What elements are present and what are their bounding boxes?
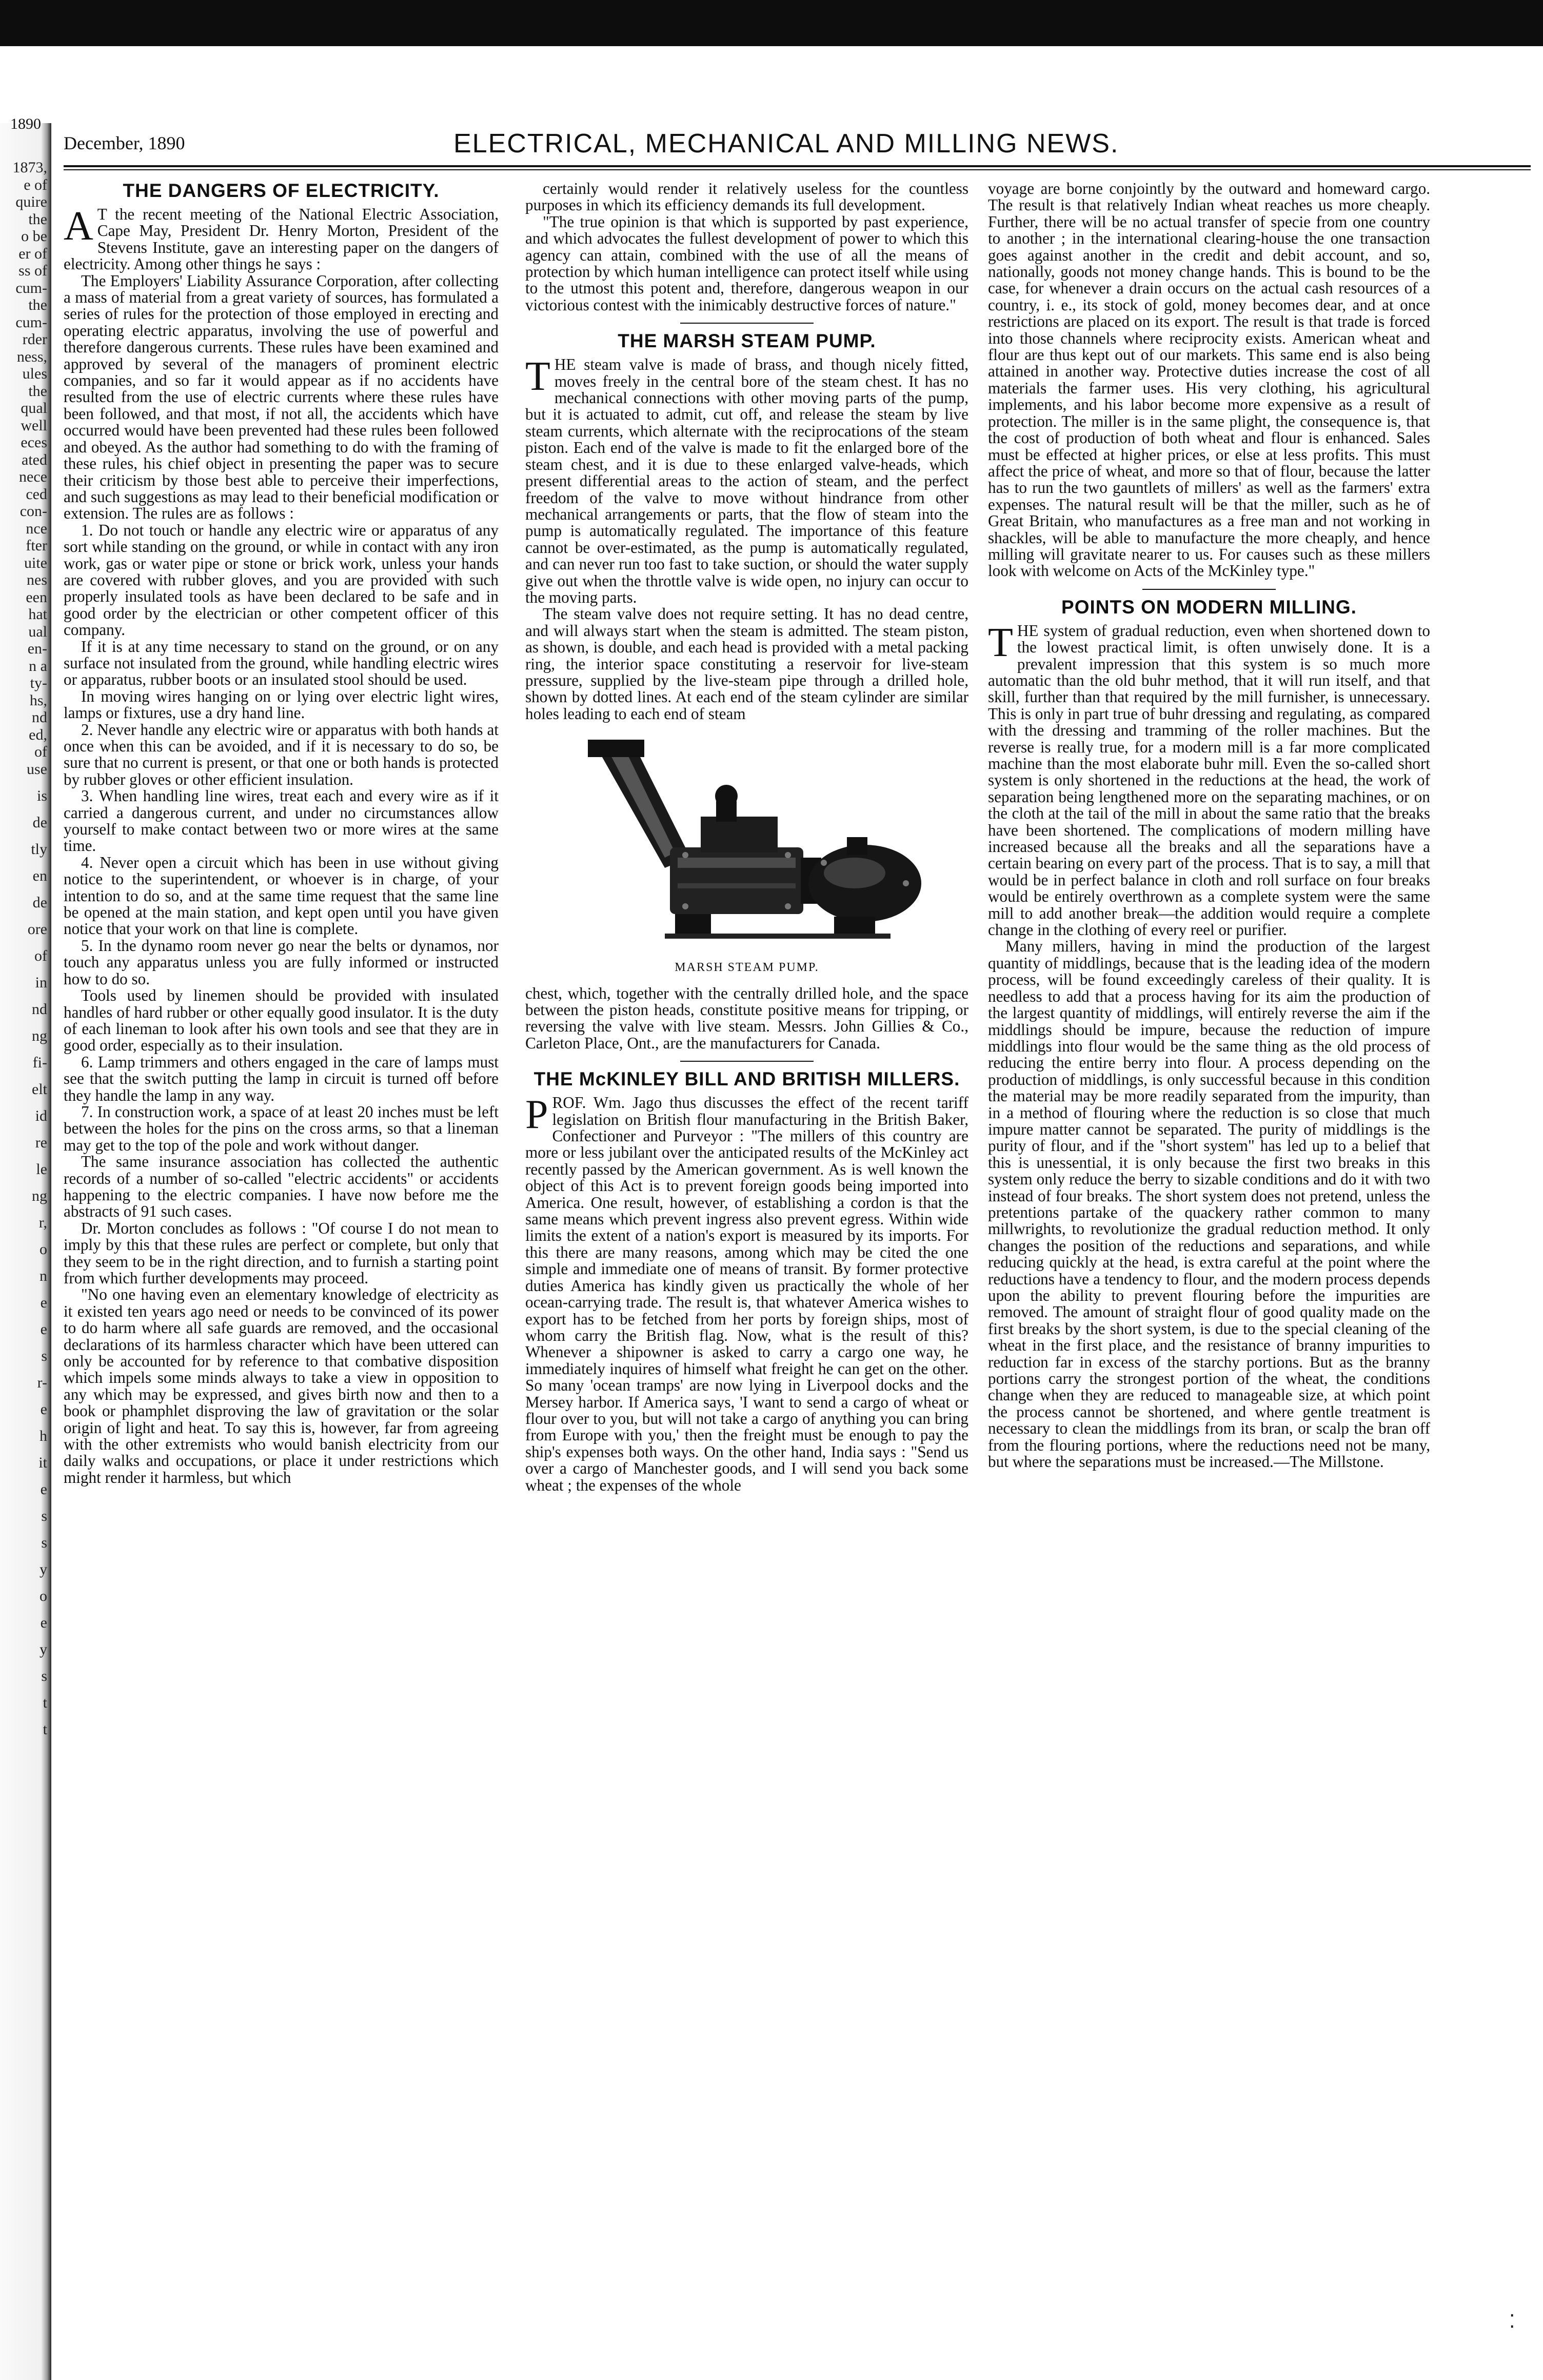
edge-fragment: nece [19, 468, 47, 485]
edge-fragment: ules [22, 365, 47, 382]
edge-fragment: h [39, 1427, 47, 1444]
edge-fragment: con- [19, 503, 47, 520]
article-paragraph: 6. Lamp trimmers and others engaged in the care of lamps must see that the switch putting the lamp in circuit is turned off before they handle the lamp in any way. [64, 1053, 499, 1104]
article-intro: THE system of gradual reduction, even when shortened down to the lowest practical limit, is often unwisely done. It is a prevalent impression that this system is so much more automatic than the old buhr method, that it will run itself, and that skill, further than that required by the mill furnisher, is unnecessary. This is only in part true of buhr dressing and regulating, as compared with the dressing and tramming of the roller machines. But the reverse is really true, for a modern mill is a far more complicated machine than the most elaborate buhr mill. Even the so-called short system is only shortened in the reductions at the head, the work of separation being lengthened more on the separating machines, or on the cloth at the tail of the mill in about the same ratio that the breaks have been shortened. The complications of modern milling have increased because all the breaks and all the separations have a certain bearing on every part of the process. That is to say, a mill that would be in perfect balance in cloth and roll surface on four breaks would be entirely overthrown as a complete system were the same mill to add another break—the addition would require a complete change in the clothing of every reel or purifier. [988, 620, 1430, 939]
edge-fragment: y [39, 1560, 47, 1578]
edge-fragment: e of [24, 176, 47, 193]
edge-fragment: nd [32, 1000, 47, 1018]
edge-fragment: fter [26, 537, 47, 554]
drop-cap: A [64, 204, 93, 249]
article-paragraph: 2. Never handle any electric wire or apparatus with both hands at once when this can be avoided, and if it is necessary to do so, be sure that no current is present, or that one or both hands is protected by rubber gloves or other efficient insulation. [64, 720, 499, 788]
edge-fragment: it [38, 1454, 47, 1471]
steam-pump-engraving [567, 729, 926, 955]
scan-artifact-dots: ⁚ [1509, 2311, 1515, 2332]
edge-fragment: of [34, 947, 47, 964]
article-intro: THE steam valve is made of brass, and though nicely fitted, moves freely in the central bore of the steam chest. It has no mechanical connections with other moving parts of the pump, but it is actuated to admit, cut off, and release the steam by live steam currents, which alternate with the reciprocations of the steam piston. Each end of the valve is made to fit the enlarged bore of the steam chest, and it is due to these enlarged valve-heads, which present differential areas to the action of steam, and the perfect freedom of the valve to move without hindrance from other mechanical arrangements or parts, that the flow of steam into the pump is automatically regulated. The importance of this feature cannot be over-estimated, as the pump is automatically regulated, and can never run too fast to take suction, or should the water supply give out when the throttle valve is wide open, no injury can occur to the moving parts. [525, 354, 968, 606]
edge-fragment: elt [32, 1080, 47, 1098]
edge-fragment: ed, [29, 726, 47, 743]
edge-fragment: en [32, 867, 47, 884]
article-paragraph: 4. Never open a circuit which has been in use without giving notice to the superintendent, or whoever is in charge, of your intention to do so, and at the same time request that the same line be opened at the main station, and kept open until you have given notice that your work on that line is complete. [64, 853, 499, 938]
edge-fragment: y [39, 1640, 47, 1658]
adjacent-page-year: 1890 [10, 115, 41, 132]
edge-fragment: e [40, 1480, 47, 1498]
article-paragraph: "No one having even an elementary knowledge of electricity as it existed ten years ago need or needs to be convinced of its power to do harm where all safe guards are removed, and the occasional declarations of its harmless character which have been uttered can only be accounted for by reference to that combative disposition which impels some minds always to take a view in opposition to any which may be expressed, and gives birth now and then to a book or phamphlet disproving the law of gravitation or the solar origin of light and heat. To say this is, however, far from agreeing with the other extremists who would banish electricity from our daily walks and occupations, or place it under restrictions which might render it harmless, but which [64, 1285, 499, 1486]
edge-fragment: qual [21, 400, 47, 417]
edge-fragment: 1873, [12, 159, 47, 176]
edge-fragment: ated [22, 451, 47, 468]
article-paragraph: In moving wires hanging on or lying over electric light wires, lamps or fixtures, use a dry hand line. [64, 687, 499, 722]
article-continuation [525, 181, 968, 313]
drop-cap: P [525, 1092, 548, 1138]
edge-fragment: een [26, 588, 47, 606]
edge-fragment: well [21, 417, 47, 434]
edge-fragment: e [40, 1294, 47, 1311]
edge-fragment: s [41, 1507, 47, 1524]
edge-fragment: o [39, 1240, 47, 1258]
article-intro: PROF. Wm. Jago thus discusses the effect of the recent tariff legislation on British flour manufacturing in the British Baker, Confectioner and Purveyor : "The millers of this country are more or less jubilant over the anticipated results of the McKinley act recently passed by the American government. As is well known the object of this Act is to prevent foreign goods being imported into America. One result, however, of establishing a cordon is that the same means which prevent ingress also prevent egress. Within wide limits the extent of a nation's export is measured by its imports. For this there are many reasons, among which may be cited the one simple and immediate one of means of transit. By former protective duties America has kindly given us practically the whole of her ocean-carrying trade. The result is, that whatever America wishes to export has to be fetched from her ports by foreign ships, most of whom carry the British flag. Now, what is the result of this? Whenever a shipowner is asked to carry a cargo one way, he immediately inquires of himself what freight he can get on the other. So many 'ocean tramps' are now lying in Liverpool docks and the Mersey harbor. If America says, 'I want to send a cargo of wheat or flour over to you, but will not take a cargo of anything you can bring from Europe with you,' then the freight must be enough to pay the ship's expenses both ways. On the other hand, India says : "Send us over a cargo of Manchester goods, and I will send you back some wheat ; the expenses of the whole [525, 1092, 968, 1494]
article-paragraph: If it is at any time necessary to stand on the ground, or on any surface not insulated from the ground, while handling electric wires or apparatus, rubber boots or an insulated stool should be used. [64, 637, 499, 689]
article-paragraph: 3. When handling line wires, treat each and every wire as if it carried a dangerous current, and under no circumstances allow yourself to make contact between two or more wires at the same time. [64, 787, 499, 855]
header-rule-thin [64, 169, 1531, 170]
edge-fragment: cum- [15, 279, 47, 296]
edge-fragment: the [28, 296, 47, 313]
drop-cap: T [525, 354, 550, 400]
edge-fragment: s [41, 1347, 47, 1364]
edge-fragment: cum- [15, 313, 47, 331]
edge-fragment: de [32, 814, 47, 831]
edge-fragment: ng [32, 1027, 47, 1044]
article-paragraph: 5. In the dynamo room never go near the belts or dynamos, nor touch any apparatus unless you are fully informed or instructed how to do so. [64, 936, 499, 988]
edge-fragment: ced [26, 485, 47, 503]
edge-fragment: nd [32, 709, 47, 726]
edge-fragment: use [27, 760, 47, 778]
edge-fragment: er of [18, 245, 47, 262]
edge-fragment: eces [21, 434, 47, 451]
section-divider [680, 323, 814, 324]
article-paragraph: The same insurance association has collected the authentic records of a number of so-called "electric accidents" or accidents happening to the electric companies. I have now before me the abstracts of 91 such cases. [64, 1153, 499, 1221]
edge-fragment: re [35, 1134, 47, 1151]
article-paragraph: The steam valve does not require setting. It has no dead centre, and will always start when the steam is admitted. The steam piston, as shown, is double, and each head is provided with a metal packing ring, the interior space constituting a reservoir for live-steam pressure, supplied by the live-steam pipe through a drilled hole, shown by dotted lines. At each end of the steam cylinder are similar holes leading to each end of steam [525, 605, 968, 723]
edge-fragment: the [28, 210, 47, 228]
article-body [988, 938, 1430, 1470]
section-divider [680, 1061, 814, 1062]
edge-fragment: hs, [29, 691, 47, 709]
article-paragraph: The Employers' Liability Assurance Corporation, after collecting a mass of material from a great variety of sources, has formulated a series of rules for the protection of those employed in erecting and operating electric apparatus, involving the use of powerful and therefore dangerous currents. These rules have been examined and approved by several of the managers of prominent electric companies, and so far it would appear as if no accidents have resulted from the use of electric currents where these rules have been followed, and that most, if not all, the accidents which have occurred would have been prevented had these rules been followed and obeyed. As the author had something to do with the framing of these rules, his chief object in presenting the paper was to secure their criticism by those best able to perceive their imperfections, and such suggestions as may lead to their beneficial modification or extension. The rules are as follows : [64, 271, 499, 523]
edge-fragment: the [28, 382, 47, 400]
edge-fragment: hat [28, 606, 47, 623]
publication-title: ELECTRICAL, MECHANICAL AND MILLING NEWS. [453, 129, 1119, 158]
column-2 [525, 181, 968, 1494]
edge-fragment: fi- [32, 1054, 47, 1071]
edge-fragment: t [43, 1694, 47, 1711]
article-continuation: voyage are borne conjointly by the outward and homeward cargo. The result is that relatively Indian wheat reaches us more cheaply. Further, there will be no actual transfer of specie from one country to another ; in the international clearing-house the one transaction goes against another in the credit and debit account, and so, nationally, goods not money change hands. This is bound to be the case, for whenever a drain occurs on the actual cash resources of a country, i. e., its stock of gold, money becomes dear, and at once restrictions are placed on its export. The result is that trade is forced into those channels where reciprocity exists. American wheat and flour are thus kept out of our markets. This same end is also being attained in another way. Protective duties increase the cost of all materials the farmer uses. His very clothing, his agricultural implements, and his labor become more expensive as a result of protection. The miller is in the same plight, the consequence is, that the cost of production of both wheat and flour is enhanced. Sales must be effected at higher prices, or else at less profits. This must affect the price of wheat, and more so that of flour, because the latter has to run the two gauntlets of millers' as well as the farmers' extra expenses. The natural result will be that the miller, such as he of Great Britain, who manufactures as a free man and not working in shackles, will be able to manufacture the more cheaply, and hence milling will gravitate nearer to us. For causes such as these millers look with welcome on Acts of the McKinley type." [988, 180, 1430, 580]
edge-fragment: in [35, 974, 47, 991]
edge-fragment: ore [27, 920, 47, 938]
article-intro: A T the recent meeting of the National Electric Association, Cape May, President Dr. Henry Morton, President of the Stevens Institute, gave an interesting paper on the dangers of electricity. Among other things he says : [64, 204, 499, 273]
article-paragraph: Tools used by linemen should be provided with insulated handles of hard rubber or other equally good insulator. It is the duty of each lineman to look after his own tools and see that they are in good order, especially as to their insulation. [64, 986, 499, 1055]
article-heading-dangers: THE DANGERS OF ELECTRICITY. [123, 180, 440, 201]
column-3 [988, 181, 1430, 1470]
edge-fragment: ty- [30, 675, 47, 691]
edge-fragment: uite [24, 554, 47, 571]
article-paragraph: "The true opinion is that which is supported by past experience, and which advocates the fullest development of power to which this agency can attain, combined with the use of all the means of protection by which human intelligence can protect itself while using to the utmost this potent and, therefore, dangerous weapon in our victorious contest with the inimicably destructive forces of nature." [525, 212, 968, 314]
header-rule-thick [64, 165, 1531, 167]
edge-fragment: e [40, 1320, 47, 1338]
edge-fragment: o be [21, 228, 47, 245]
steam-pump-illustration [567, 729, 926, 955]
drop-cap: T [988, 620, 1013, 665]
edge-fragment: ual [28, 623, 47, 640]
edge-fragment: r, [38, 1214, 47, 1231]
edge-fragment: s [41, 1534, 47, 1551]
article-paragraph: 7. In construction work, a space of at least 20 inches must be left between the holes for the pins on the cross arms, so that a lineman may get to the top of the pole and work without danger. [64, 1102, 499, 1154]
figure-caption: MARSH STEAM PUMP. [675, 961, 819, 975]
edge-fragment: n [39, 1267, 47, 1284]
edge-fragment: de [32, 894, 47, 911]
column-1 [64, 181, 499, 1486]
edge-fragment: ness, [16, 348, 47, 365]
article-paragraph: certainly would render it relatively useless for the countless purposes in which its efficiency demands its full development. [525, 180, 968, 214]
article-paragraph: Many millers, having in mind the production of the largest quantity of middlings, because that is the leading idea of the modern process, will be found exceedingly careless of their quality. It is needless to add that a process having for its aim the production of the largest quantity of middlings, will entirely reverse the aim if the middlings should be impure, because the reduction of impure middlings into flour would be the same thing as the old process of reducing the entire berry into flour. A process depending on the production of middlings, is only successful because in this condition the material may be more readily separated from the impurity, than in a method of flouring where the reduction is so close that much impure matter cannot be separated. The purity of middlings is the purity of flour, and if the "short system" has led up to a belief that this is unessential, it is only because the first two breaks in this system only reduce the berry to sizable conditions and do it with two instead of four breaks. The short system does not pretend, unless the pretentions partake of the quackery rather common to many millwrights, to revolutionize the gradual reduction method. It only changes the position of the reductions and separations, and while reducing quickly at the head, is extra careful at the point where the reductions have a tendency to flour, and the modern process depends upon the ability to prevent flouring before the impurities are removed. The amount of straight flour of good quality made on the first breaks by the short system, is due to the special cleaning of the wheat in the first place, and the resistance of branny impurities to reduction far in excess of the starchy portions. But as the branny portions carry the strongest portion of the wheat, the conditions change when they are reduced to manageable size, at which point the process cannot be shortened, and where gentle treatment is necessary to clean the middlings from its bran, or scalp the bran off from the flouring portions, where the reductions need not be many, but where the separations must be increased.—The Millstone. [988, 937, 1430, 1471]
edge-fragment: e [40, 1400, 47, 1418]
edge-fragment: is [36, 787, 47, 804]
section-divider [1142, 589, 1276, 590]
edge-fragment: t [43, 1720, 47, 1738]
edge-fragment: r- [37, 1374, 47, 1391]
article-paragraph: chest, which, together with the centrally drilled hole, and the space between the piston heads, constitute positive means for tripping, or reversing the valve with live steam. Messrs. John Gillies & Co., Carleton Place, Ont., are the manufacturers for Canada. [525, 984, 968, 1052]
edge-fragment: le [36, 1160, 47, 1178]
edge-fragment: ng [32, 1187, 47, 1204]
edge-fragment: tly [31, 840, 47, 858]
article-heading-mckinley: THE McKINLEY BILL AND BRITISH MILLERS. [533, 1068, 960, 1090]
edge-fragment: n a [29, 657, 47, 675]
edge-fragment: o [39, 1587, 47, 1604]
edge-fragment: s [41, 1667, 47, 1684]
article-paragraph: 1. Do not touch or handle any electric wire or apparatus of any sort while standing on the ground, or while in contact with any iron work, gas or water pipe or stone or brick work, unless your hands are covered with rubber gloves, and you are provided with such properly insulated tools as have been declared to be safe and in good order by the electrician or other competent officer of this company. [64, 521, 499, 639]
article-heading-steam-pump: THE MARSH STEAM PUMP. [618, 330, 876, 352]
edge-fragment: e [40, 1614, 47, 1631]
article-body [64, 273, 499, 1486]
edge-fragment: of [34, 743, 47, 760]
article-heading-milling: POINTS ON MODERN MILLING. [1061, 596, 1357, 618]
edge-fragment: quire [15, 193, 47, 210]
edge-fragment: nce [26, 520, 47, 537]
edge-fragment: ss of [18, 262, 47, 279]
edge-fragment: id [35, 1107, 47, 1124]
page-header [64, 128, 1536, 164]
issue-date: December, 1890 [64, 133, 185, 153]
edge-fragment: nes [27, 571, 47, 588]
article-body [525, 606, 968, 722]
edge-fragment: en- [27, 640, 47, 657]
scan-top-border [0, 0, 1543, 46]
article-paragraph: Dr. Morton concludes as follows : "Of course I do not mean to imply by this that these rules are perfect or complete, but only that they seem to be in the right direction, and to furnish a starting point from which further developments may proceed. [64, 1219, 499, 1287]
edge-fragment: rder [22, 331, 47, 348]
